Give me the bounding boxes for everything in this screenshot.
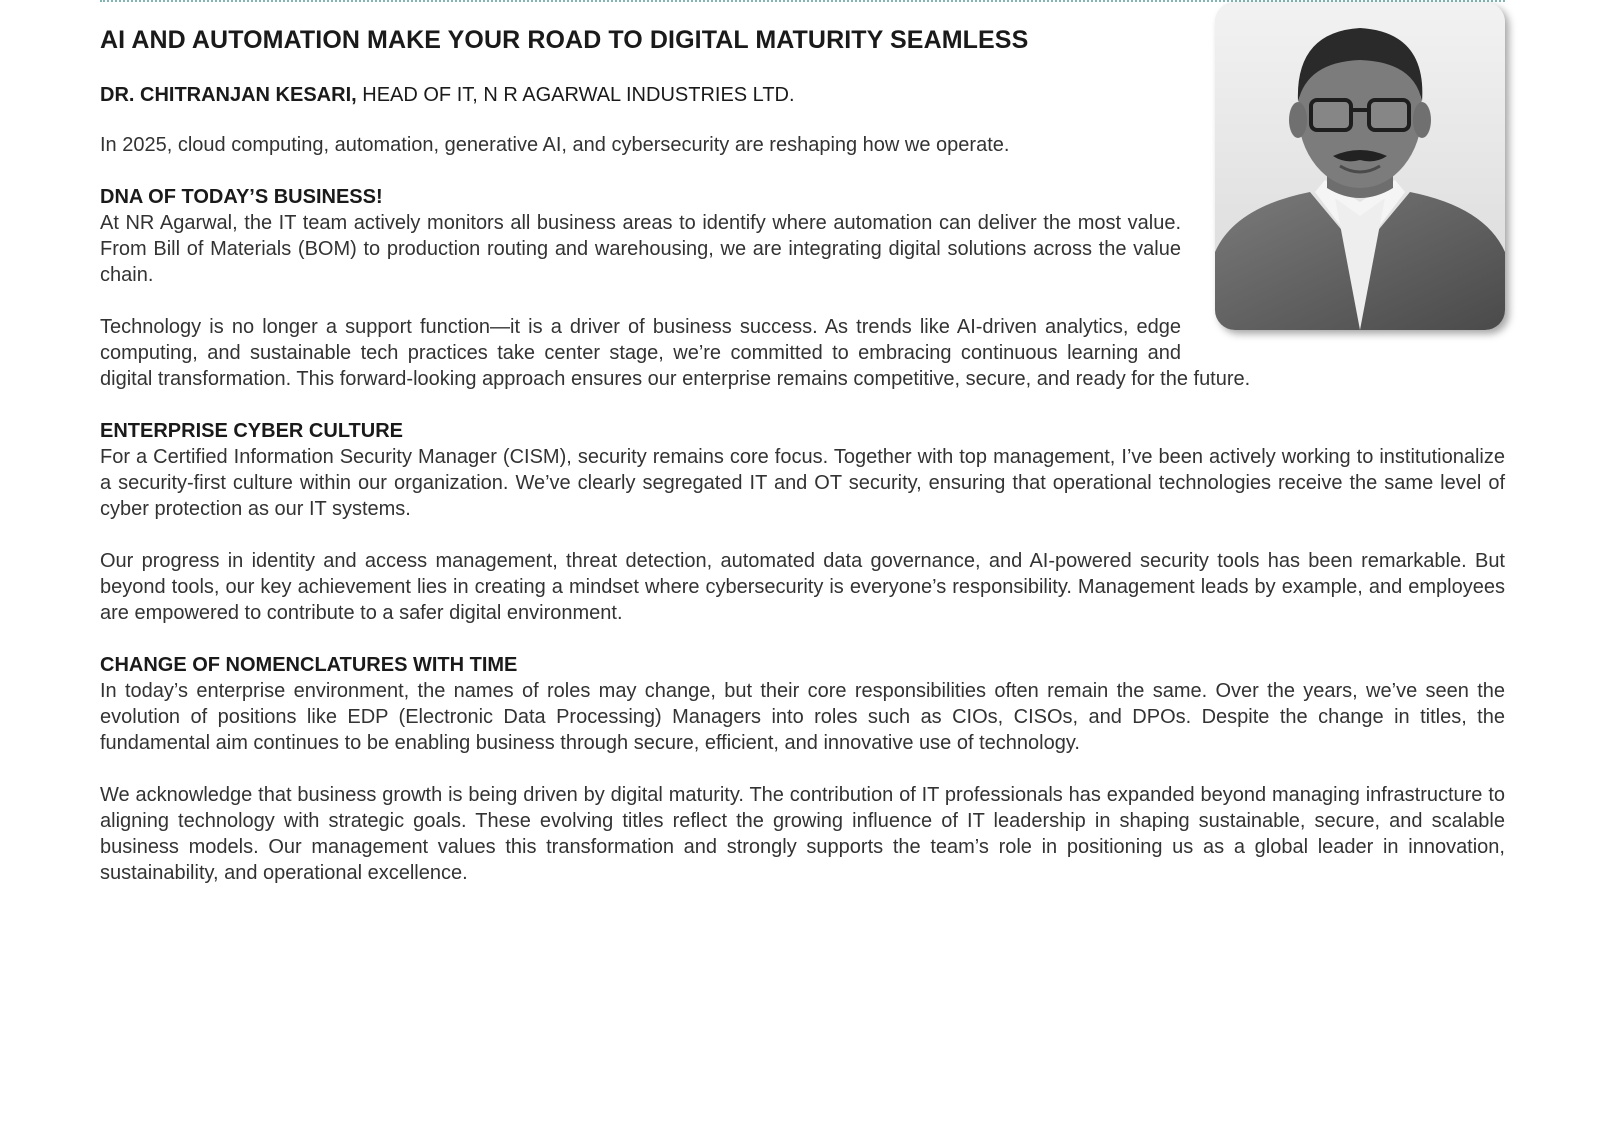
author-title: HEAD OF IT, N R AGARWAL INDUSTRIES LTD. <box>356 84 795 106</box>
section-dna-paragraph-1: At NR Agarwal, the IT team actively monitors all business areas to identify where automation can deliver the most value. From Bill of Materials (BOM) to production routing and warehousing, we are integrating digital solutions across the value chain. <box>100 212 1181 286</box>
section-nomenclature-paragraph-1: In today’s enterprise environment, the names of roles may change, but their core responsibilities often remain the same. Over the years, we’ve seen the evolution of positions like EDP (Electronic Data Processing) Managers into roles such as CIOs, CISOs, and DPOs. Despite the change in titles, the fundamental aim continues to be enabling business through secure, efficient, and innovative use of technology. <box>100 680 1505 754</box>
section-cyber-paragraph-2: Our progress in identity and access management, threat detection, automated data governance, and AI-powered security tools has been remarkable. But beyond tools, our key achievement lies in creating a mindset where cybersecurity is everyone’s responsibility. Management leads by example, and employees are empowered to contribute to a safer digital environment. <box>100 550 1505 624</box>
author-name: DR. CHITRANJAN KESARI, <box>100 84 357 106</box>
article <box>100 22 1505 886</box>
article-headline: AI AND AUTOMATION MAKE YOUR ROAD TO DIGITAL MATURITY SEAMLESS <box>100 26 1029 54</box>
section-dna-paragraph-2: Technology is no longer a support function—it is a driver of business success. As trends like AI-driven analytics, edge computing, and sustainable tech practices take center stage, we’re committed to embracing continuous learning and digital transformation. This forward-looking approach ensures our enterprise remains competitive, secure, and ready for the future. <box>100 316 1251 390</box>
section-cyber-paragraph-1: For a Certified Information Security Manager (CISM), security remains core focus. Together with top management, I’ve been actively working to institutionalize a security-first culture within our organization. We’ve clearly segregated IT and OT security, ensuring that operational technologies receive the same level of cyber protection as our IT systems. <box>100 446 1505 520</box>
section-heading-nomenclatures: CHANGE OF NOMENCLATURES WITH TIME <box>100 654 518 676</box>
author-portrait-photo <box>1215 2 1505 330</box>
section-heading-dna: DNA OF TODAY’S BUSINESS! <box>100 186 383 208</box>
intro-paragraph: In 2025, cloud computing, automation, generative AI, and cybersecurity are reshaping how we operate. <box>100 134 1010 156</box>
section-nomenclature-paragraph-2: We acknowledge that business growth is being driven by digital maturity. The contribution of IT professionals has expanded beyond managing infrastructure to aligning technology with strategic goals. These evolving titles reflect the growing influence of IT leadership in shaping sustainable, secure, and scalable business models. Our management values this transformation and strongly supports the team’s role in positioning us as a global leader in innovation, sustainability, and operational excellence. <box>100 784 1505 884</box>
section-heading-cyber-culture: ENTERPRISE CYBER CULTURE <box>100 420 403 442</box>
